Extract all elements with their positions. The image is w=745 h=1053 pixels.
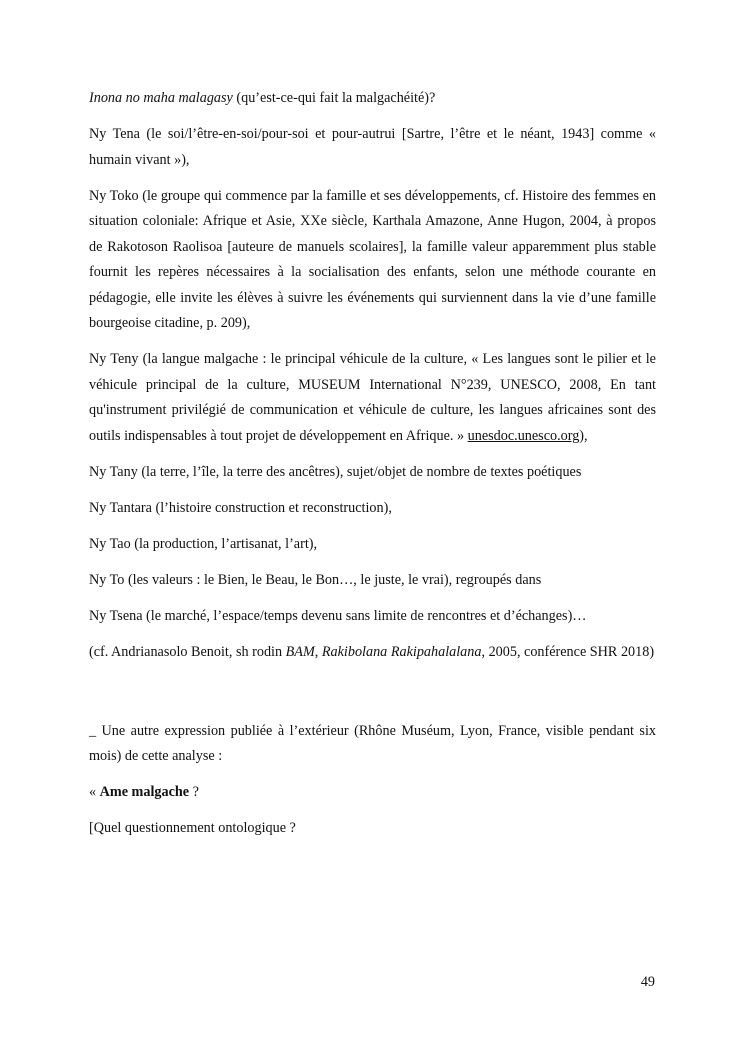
paragraph-ontological-question: [Quel questionnement ontologique ? xyxy=(89,820,296,836)
question-mark: ? xyxy=(189,784,199,800)
page-number: 49 xyxy=(640,974,655,990)
page-body xyxy=(89,86,656,852)
paragraph-ny-to: Ny To (les valeurs : le Bien, le Beau, le Bon…, le juste, le vrai), regroupés dans xyxy=(89,571,542,588)
paragraph-ny-teny xyxy=(89,347,656,449)
ny-teny-closing: ), xyxy=(579,427,588,444)
paragraph-citation xyxy=(89,640,656,666)
citation-author: (cf. Andrianasolo Benoit, sh rodin xyxy=(89,643,286,660)
paragraph-ny-tany: Ny Tany (la terre, l’île, la terre des ancêtres), sujet/objet de nombre de textes poétiques xyxy=(89,463,582,480)
paragraph-malgacheite-question xyxy=(89,86,656,112)
spacer xyxy=(89,676,656,719)
citation-title: BAM, Rakibolana Rakipahalalana xyxy=(285,643,482,660)
paragraph-ame-malgache xyxy=(89,780,656,806)
paragraph-ny-tao: Ny Tao (la production, l’artisanat, l’art), xyxy=(89,535,318,552)
malagasy-phrase-translation: (qu’est-ce-qui fait la malgachéité)? xyxy=(232,90,436,106)
paragraph-ny-tena: Ny Tena (le soi/l’être-en-soi/pour-soi et pour-autrui [Sartre, l’être et le néant, 1943] comme « humain vivant »), xyxy=(89,126,656,168)
ame-malgache-heading: Ame malgache xyxy=(99,784,190,800)
malagasy-phrase: Inona no maha malagasy xyxy=(89,90,233,106)
paragraph-other-expression: _ Une autre expression publiée à l’extérieur (Rhône Muséum, Lyon, France, visible pendant six mois) de cette analyse : xyxy=(89,722,656,764)
unesco-link[interactable]: unesdoc.unesco.org xyxy=(467,427,580,444)
citation-details: , 2005, conférence SHR 2018) xyxy=(481,643,655,660)
ny-teny-text: Ny Teny (la langue malgache : le principal véhicule de la culture, « Les langues sont le pilier et le véhicule principal de la culture, MUSEUM International N°239, UNESCO, 2008, En tant qu'instrument privilégié de communication et véhicule de culture, les langues africaines sont des outils indispensables à tout projet de développement en Afrique. » xyxy=(89,351,656,444)
paragraph-ny-tsena: Ny Tsena (le marché, l’espace/temps devenu sans limite de rencontres et d’échanges)… xyxy=(89,607,587,624)
paragraph-ny-toko: Ny Toko (le groupe qui commence par la famille et ses développements, cf. Histoire des femmes en situation coloniale: Afrique et Asie, XXe siècle, Karthala Amazone, Anne Hugon, 2004, à propos de Rakotoson Raolisoa [auteure de manuels scolaires], la famille valeur apparemment plus stable fournit les repères nécessaires à la socialisation des enfants, selon une méthode courante en pédagogie, elle invite les élèves à suivre les événements qui surviennent dans la vie d’une famille bourgeoise citadine, p. 209), xyxy=(89,187,656,331)
opening-quote: « xyxy=(89,784,100,800)
paragraph-ny-tantara: Ny Tantara (l’histoire construction et reconstruction), xyxy=(89,499,392,516)
